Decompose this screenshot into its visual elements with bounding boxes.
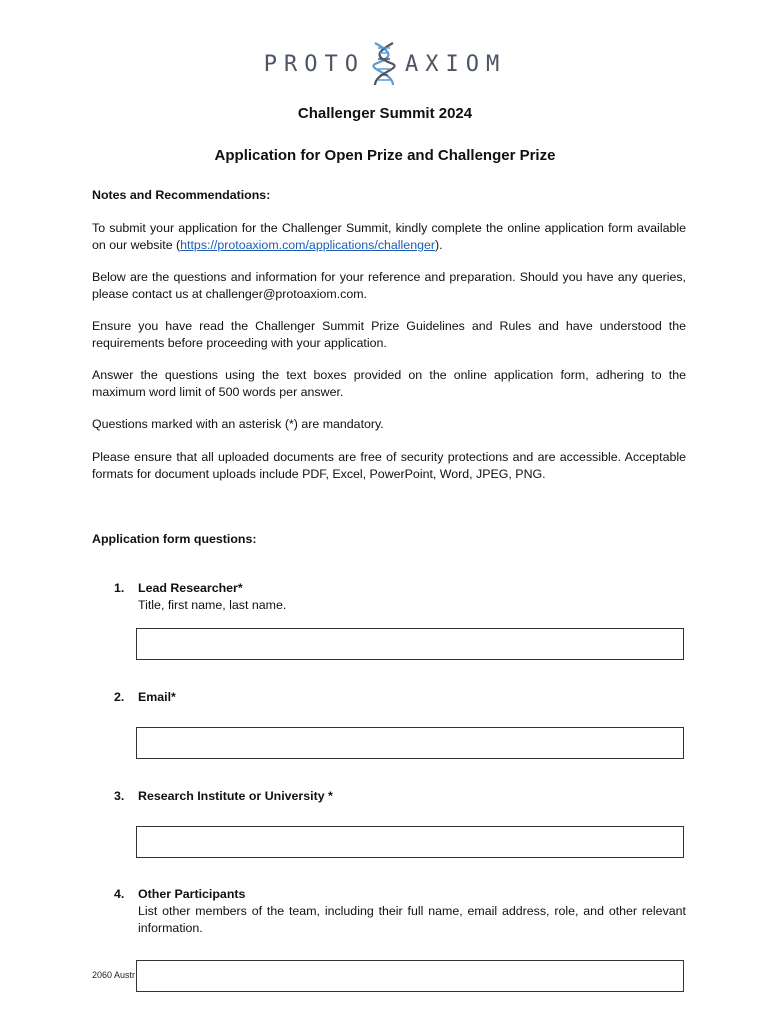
page-title: Challenger Summit 2024: [297, 105, 473, 122]
other-participants-answer-box[interactable]: [136, 960, 684, 992]
lead-researcher-answer-box[interactable]: [136, 628, 684, 660]
notes-paragraph-4: Answer the questions using the text boxes provided on the online application form, adhering to the maximum word limit of 500 words per answer.: [92, 368, 686, 399]
notes-p1-end: ).: [435, 238, 443, 252]
page-subtitle: Application for Open Prize and Challenger Prize: [214, 147, 556, 164]
question-number: 4.: [114, 887, 125, 901]
notes-paragraph-3: Ensure you have read the Challenger Summit Prize Guidelines and Rules and have understood the requirements before proceeding with your application.: [92, 319, 686, 350]
question-label: Other Participants: [138, 887, 246, 901]
notes-paragraph-6: Please ensure that all uploaded documents are free of security protections and are accessible. Acceptable formats for document uploads include PDF, Excel, PowerPoint, Word, JPEG, PNG.: [92, 450, 686, 481]
logo-left-word: PROTO: [263, 51, 365, 77]
institute-answer-box[interactable]: [136, 826, 684, 858]
notes-heading-block: [92, 187, 686, 204]
logo: [0, 40, 770, 88]
form-heading-block: [92, 531, 686, 548]
notes-paragraph-2: Below are the questions and information for your reference and preparation. Should you have any queries, please contact us at challenger@protoaxiom.com.: [92, 270, 686, 301]
dna-helix-icon: [369, 41, 399, 87]
question-number: 3.: [114, 789, 125, 803]
question-number: 1.: [114, 581, 125, 595]
email-answer-box[interactable]: [136, 727, 684, 759]
notes-paragraph-5: Questions marked with an asterisk (*) are mandatory.: [92, 417, 384, 431]
question-label: Email*: [138, 690, 176, 704]
notes-heading: Notes and Recommendations:: [92, 188, 271, 202]
logo-right-word: AXIOM: [405, 51, 507, 77]
question-label: Research Institute or University *: [138, 789, 333, 803]
question-help: Title, first name, last name.: [138, 598, 287, 612]
application-link[interactable]: https://protoaxiom.com/applications/challenger: [180, 238, 435, 252]
footer-address: 2060 Austr: [92, 970, 136, 980]
question-label: Lead Researcher*: [138, 581, 243, 595]
notes-paragraph-1: [92, 220, 686, 254]
notes-p1-text: To submit your application for the Challenger Summit, kindly complete the online application form available on our website (: [92, 221, 686, 252]
form-heading: Application form questions:: [92, 532, 257, 546]
question-help: List other members of the team, including their full name, email address, role, and other relevant information.: [138, 904, 686, 935]
question-number: 2.: [114, 690, 125, 704]
